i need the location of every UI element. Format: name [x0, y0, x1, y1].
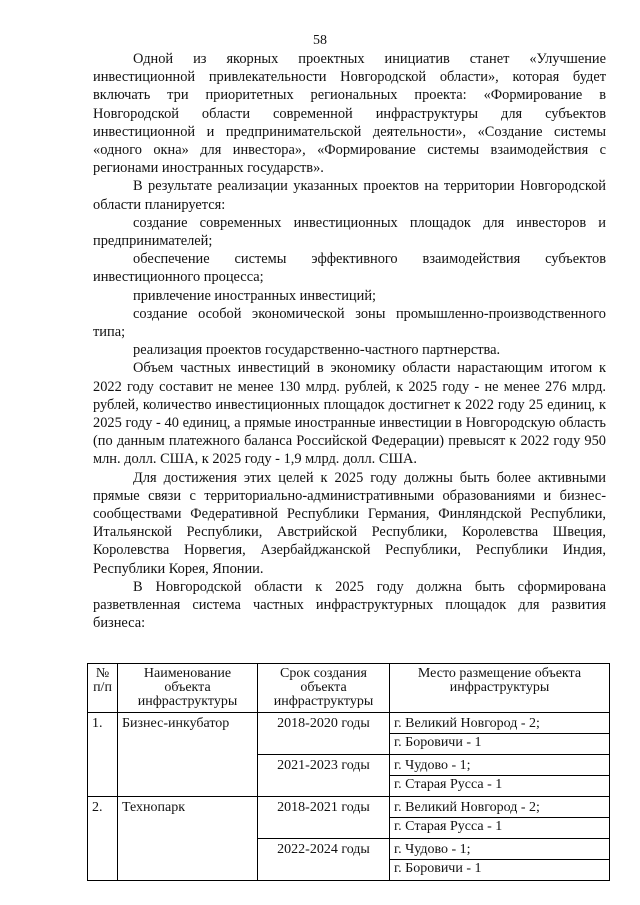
- location-line: г. Чудово - 1;: [394, 842, 471, 857]
- location-cell: [390, 755, 610, 797]
- row-number: 2.: [88, 797, 118, 881]
- location-line: г. Великий Новгород - 2;: [394, 716, 540, 731]
- location-line: г. Великий Новгород - 2;: [394, 800, 540, 815]
- list-item: обеспечение системы эффективного взаимодействия субъектов инвестиционного процесса;: [93, 251, 606, 286]
- list-item: создание особой экономической зоны промышленно-производственного типа;: [93, 305, 606, 341]
- row-number: 1.: [88, 713, 118, 797]
- object-name: Технопарк: [118, 797, 258, 881]
- header-name: Наименование объекта инфраструктуры: [118, 664, 258, 713]
- header-location: Место размещение объекта инфраструктуры: [390, 664, 610, 713]
- period-cell: 2018-2021 годы: [258, 797, 390, 839]
- paragraph: В Новгородской области к 2025 году должна быть сформирована разветвленная система частных инфраструктурных площадок для развития бизнеса:: [93, 578, 606, 632]
- period-cell: 2022-2024 годы: [258, 839, 390, 881]
- table-row: [88, 797, 610, 839]
- list-item: создание современных инвестиционных площадок для инвесторов и предпринимателей;: [93, 214, 606, 250]
- location-line: г. Боровичи - 1: [390, 733, 609, 752]
- infrastructure-table: [87, 663, 610, 881]
- document-body: [93, 50, 606, 633]
- period-cell: 2018-2020 годы: [258, 713, 390, 755]
- header-period: Срок создания объекта инфраструктуры: [258, 664, 390, 713]
- object-name: Бизнес-инкубатор: [118, 713, 258, 797]
- location-cell: [390, 839, 610, 881]
- paragraph: Одной из якорных проектных инициатив станет «Улучшение инвестиционной привлекательности Новгородской области», которая будет включать три приоритетных региональных проекта: «Формирование в Новгородской области современной инфраструктуры для субъектов инвестиционной и предпринимательской деятельности», «Создание системы «одного окна» для инвестора», «Формирование системы взаимодействия с регионами иностранных государств».: [93, 51, 606, 177]
- location-cell: [390, 797, 610, 839]
- location-line: г. Старая Русса - 1: [390, 817, 609, 836]
- header-number: № п/п: [88, 664, 118, 713]
- list-item: реализация проектов государственно-частного партнерства.: [133, 342, 501, 359]
- list-item: привлечение иностранных инвестиций;: [133, 287, 377, 304]
- location-line: г. Старая Русса - 1: [390, 775, 609, 794]
- location-cell: [390, 713, 610, 755]
- location-line: г. Чудово - 1;: [394, 758, 471, 773]
- table-row: [88, 713, 610, 755]
- paragraph: Для достижения этих целей к 2025 году должны быть более активными прямые связи с территориально-административными образованиями и бизнес-сообществами Федеративной Республики Германия, Финляндской Республики, Итальянской Республики, Австрийской Республики, Королевства Швеция, Королевства Норвегия, Азербайджанской Республики, Республики Индия, Республики Корея, Японии.: [93, 469, 606, 577]
- table-header-row: [88, 664, 610, 713]
- paragraph: В результате реализации указанных проектов на территории Новгородской области планируется:: [93, 178, 606, 213]
- location-line: г. Боровичи - 1: [390, 859, 609, 878]
- paragraph: Объем частных инвестиций в экономику области нарастающим итогом к 2022 году составит не менее 130 млрд. рублей, к 2025 году - не менее 276 млрд. рублей, количество инвестиционных площадок достигнет к 2022 году 25 единиц, к 2025 году - 40 единиц, а прямые иностранные инвестиции в Новгородскую область (по данным платежного баланса Российской Федерации) превысят к 2022 году 950 млн. долл. США, к 2025 году - 1,9 млрд. долл. США.: [93, 360, 606, 468]
- period-cell: 2021-2023 годы: [258, 755, 390, 797]
- page-number: 58: [313, 33, 327, 48]
